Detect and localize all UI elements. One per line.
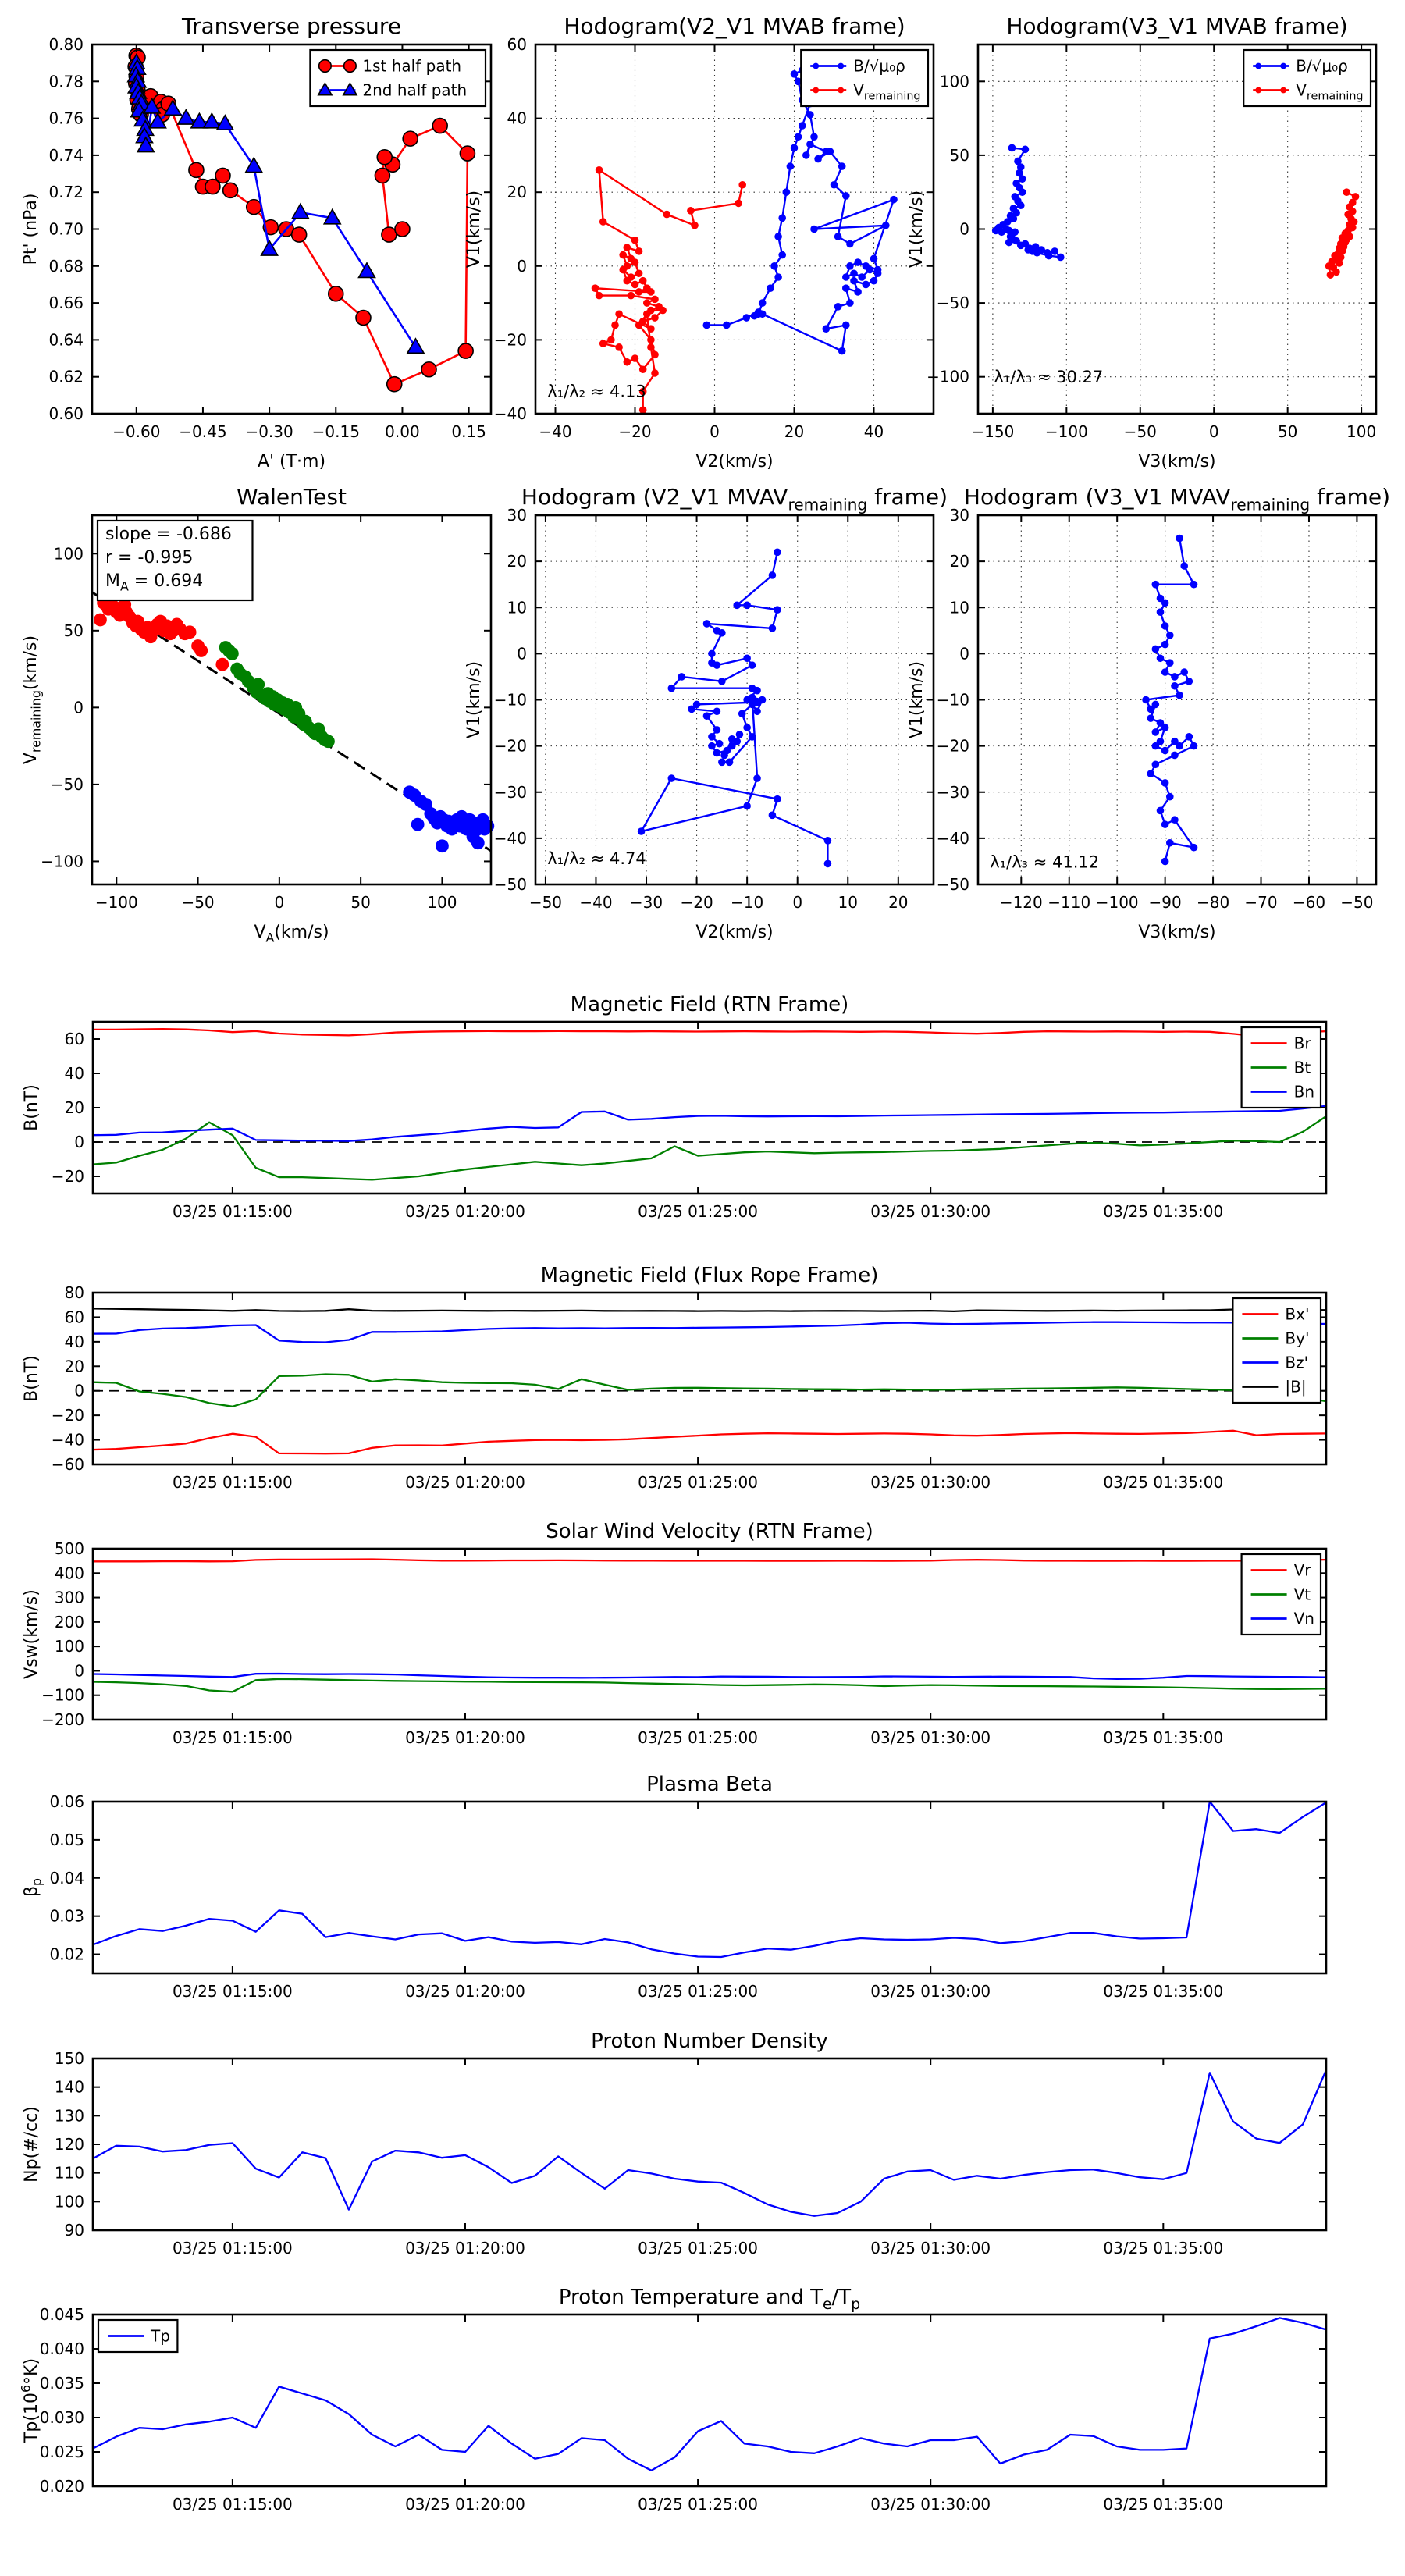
x-tick-label: −100 xyxy=(1044,422,1088,441)
x-tick-label: 03/25 01:15:00 xyxy=(172,1728,293,1747)
x-tick-label: 03/25 01:35:00 xyxy=(1103,2239,1224,2258)
y-axis-label: $V_{remaining}(km/s)$ xyxy=(21,635,44,765)
magnetic-field-flux-rope xyxy=(22,1264,1326,1492)
transverse-pressure-plot xyxy=(21,13,491,471)
lambda-annotation: λ₁/λ₂ ≈ 4.74 xyxy=(547,849,646,868)
x-tick-label: 03/25 01:20:00 xyxy=(405,2495,525,2514)
x-tick-label: −0.60 xyxy=(112,422,161,441)
x-tick-label: 03/25 01:15:00 xyxy=(172,2239,293,2258)
chart-title: Hodogram (V2_V1 $MVAV_{remaining}$ frame) xyxy=(521,484,948,514)
y-tick-label: 0.64 xyxy=(48,330,84,350)
y-tick-label: −40 xyxy=(493,404,527,423)
y-tick-label: 140 xyxy=(54,2077,84,2097)
legend-label: Vr xyxy=(1293,1560,1311,1580)
y-tick-label: 0.62 xyxy=(48,367,84,386)
y-axis-label: V1(km/s) xyxy=(907,660,927,739)
y-tick-label: 0.60 xyxy=(48,404,84,423)
y-tick-label: 20 xyxy=(507,183,527,202)
series-V-remaining xyxy=(596,170,743,411)
proton-number-density xyxy=(22,2030,1326,2258)
legend-label: Bx' xyxy=(1285,1304,1310,1324)
series-Tp xyxy=(93,2318,1326,2470)
x-axis-label: V3(km/s) xyxy=(1138,923,1216,942)
y-tick-label: −100 xyxy=(41,852,84,871)
info-box-line: slope = -0.686 xyxy=(105,525,232,544)
y-tick-label: 100 xyxy=(54,1637,84,1656)
x-tick-label: −70 xyxy=(1244,893,1278,912)
axes-frame xyxy=(93,2058,1326,2230)
y-tick-label: −50 xyxy=(936,294,969,313)
x-tick-label: 03/25 01:35:00 xyxy=(1103,1982,1224,2001)
y-tick-label: 0 xyxy=(74,1133,84,1151)
y-tick-label: 50 xyxy=(63,621,84,640)
y-tick-label: −30 xyxy=(493,782,527,802)
x-tick-label: 03/25 01:35:00 xyxy=(1103,1202,1224,1221)
y-tick-label: 300 xyxy=(54,1588,84,1607)
legend-label: $V_{remaining}$ xyxy=(853,80,921,103)
y-tick-label: 60 xyxy=(64,1308,84,1327)
y-tick-label: 30 xyxy=(949,506,969,525)
y-tick-label: 60 xyxy=(507,35,527,54)
legend-label: 2nd half path xyxy=(362,80,468,100)
y-tick-label: −100 xyxy=(927,367,969,386)
chart-title: Proton Temperature and $T_e/T_p$ xyxy=(558,2286,861,2313)
x-tick-label: 03/25 01:15:00 xyxy=(172,1202,293,1221)
y-axis-label: Pt' (nPa) xyxy=(21,193,41,265)
y-tick-label: 0.05 xyxy=(49,1830,84,1849)
x-tick-label: 03/25 01:15:00 xyxy=(172,1473,293,1492)
x-tick-label: 03/25 01:30:00 xyxy=(870,1982,991,2001)
proton-temperature xyxy=(19,2286,1326,2514)
legend xyxy=(1243,50,1371,106)
y-tick-label: −50 xyxy=(493,875,527,894)
y-tick-label: 0.04 xyxy=(49,1868,84,1888)
x-tick-label: 50 xyxy=(350,893,371,912)
x-tick-label: 03/25 01:30:00 xyxy=(870,2239,991,2258)
x-tick-label: 03/25 01:35:00 xyxy=(1103,2495,1224,2514)
y-tick-label: 0 xyxy=(517,256,527,276)
plasma-beta xyxy=(22,1773,1326,2001)
series-B-over-sqrt-mu0rho xyxy=(706,70,894,351)
y-tick-label: 130 xyxy=(54,2106,84,2126)
y-tick-label: −50 xyxy=(50,774,84,794)
y-tick-label: 0 xyxy=(959,644,969,664)
series-Br xyxy=(93,1029,1326,1036)
x-tick-label: −50 xyxy=(528,893,563,912)
x-tick-label: 0.15 xyxy=(451,422,486,441)
x-tick-label: 03/25 01:25:00 xyxy=(638,1473,759,1492)
x-tick-label: 03/25 01:25:00 xyxy=(638,2495,759,2514)
x-tick-label: 03/25 01:30:00 xyxy=(870,1473,991,1492)
x-axis-label: V3(km/s) xyxy=(1138,452,1216,471)
legend-label: B/√μ₀ρ xyxy=(853,56,905,76)
legend xyxy=(1242,1027,1321,1108)
legend-label: Bt xyxy=(1293,1058,1311,1077)
x-tick-label: −100 xyxy=(94,893,138,912)
legend xyxy=(801,50,928,106)
series-Np xyxy=(93,2070,1326,2216)
chart-title: WalenTest xyxy=(237,484,347,510)
y-tick-label: 0.020 xyxy=(39,2477,84,2496)
hodogram-v2v1-mvav xyxy=(464,484,948,942)
y-axis-label: $Tp(10^6^\circ K)$ xyxy=(18,2357,41,2443)
chart-title: Hodogram(V3_V1 MVAB frame) xyxy=(1006,13,1348,39)
x-tick-label: 0.00 xyxy=(385,422,420,441)
legend-label: $V_{remaining}$ xyxy=(1296,80,1364,103)
x-tick-label: 100 xyxy=(1346,422,1377,441)
x-tick-label: 20 xyxy=(888,893,909,912)
solar-wind-velocity-rtn xyxy=(22,1520,1326,1747)
chart-title: Magnetic Field (RTN Frame) xyxy=(570,993,849,1016)
x-tick-label: −30 xyxy=(629,893,663,912)
walen-test-plot xyxy=(21,484,494,945)
chart-title: Solar Wind Velocity (RTN Frame) xyxy=(546,1520,873,1543)
y-tick-label: 20 xyxy=(507,552,527,571)
y-tick-label: −20 xyxy=(493,736,527,756)
x-tick-label: 03/25 01:15:00 xyxy=(172,1982,293,2001)
series-Bn xyxy=(93,1106,1326,1141)
x-tick-label: −20 xyxy=(680,893,713,912)
legend-label: Bz' xyxy=(1285,1353,1309,1372)
y-tick-label: −50 xyxy=(936,875,969,894)
hodogram-v3v1-mvab xyxy=(907,13,1376,471)
legend xyxy=(310,50,486,106)
axes-frame xyxy=(93,1549,1326,1720)
x-tick-label: −0.45 xyxy=(179,422,227,441)
chart-title: Hodogram(V2_V1 MVAB frame) xyxy=(564,13,905,39)
y-tick-label: −20 xyxy=(936,736,969,756)
y-tick-label: 0 xyxy=(74,1381,84,1400)
hodogram-v3v1-mvav xyxy=(907,484,1390,942)
x-tick-label: 03/25 01:20:00 xyxy=(405,1202,525,1221)
y-tick-label: 0 xyxy=(517,644,527,664)
lambda-annotation: λ₁/λ₃ ≈ 30.27 xyxy=(994,367,1104,386)
chart-title: Transverse pressure xyxy=(182,13,401,39)
y-tick-label: 0.02 xyxy=(49,1944,84,1964)
series-Bt xyxy=(93,1116,1326,1179)
y-tick-label: 0.66 xyxy=(48,294,84,313)
y-tick-label: 0.035 xyxy=(39,2374,84,2393)
y-tick-label: −200 xyxy=(41,1710,84,1729)
info-box-line: $M_A = 0.694$ xyxy=(105,571,204,594)
x-tick-label: 0 xyxy=(710,422,720,441)
y-axis-label: B(nT) xyxy=(22,1355,41,1402)
x-axis-label: A' (T·m) xyxy=(257,452,326,471)
legend-label: Vn xyxy=(1293,1609,1314,1628)
axes-frame xyxy=(93,1022,1326,1194)
y-tick-label: −40 xyxy=(493,828,527,848)
y-tick-label: 100 xyxy=(53,544,84,564)
y-tick-label: 20 xyxy=(64,1357,84,1376)
legend xyxy=(98,2320,177,2352)
y-tick-label: 0 xyxy=(959,219,969,239)
y-axis-label: Vsw(km/s) xyxy=(22,1589,41,1679)
x-tick-label: 03/25 01:30:00 xyxy=(870,1728,991,1747)
y-axis-label: Np(#/cc) xyxy=(22,2106,41,2183)
y-tick-label: −60 xyxy=(51,1455,84,1474)
legend-label: Vt xyxy=(1293,1585,1311,1604)
y-tick-label: 0.76 xyxy=(48,109,84,128)
axes-frame xyxy=(93,1802,1326,1973)
y-tick-label: 0.70 xyxy=(48,219,84,239)
x-tick-label: −150 xyxy=(971,422,1015,441)
x-tick-label: 0 xyxy=(1208,422,1219,441)
hodogram-v2v1-mvab xyxy=(464,13,934,471)
x-tick-label: 03/25 01:35:00 xyxy=(1103,1473,1224,1492)
legend-label: Br xyxy=(1293,1034,1311,1053)
x-tick-label: −40 xyxy=(579,893,613,912)
series-Bz-prime xyxy=(93,1322,1326,1343)
y-tick-label: 150 xyxy=(54,2049,84,2068)
legend-label: Bn xyxy=(1293,1082,1315,1101)
y-tick-label: 90 xyxy=(64,2221,84,2240)
y-tick-label: 60 xyxy=(64,1030,84,1048)
y-tick-label: −40 xyxy=(936,828,969,848)
chart-title: Magnetic Field (Flux Rope Frame) xyxy=(540,1264,879,1287)
chart-title: Plasma Beta xyxy=(646,1773,773,1796)
y-tick-label: −20 xyxy=(51,1167,84,1186)
lambda-annotation: λ₁/λ₂ ≈ 4.13 xyxy=(547,382,646,401)
y-tick-label: 0.06 xyxy=(49,1792,84,1811)
x-tick-label: 20 xyxy=(784,422,805,441)
x-tick-label: 03/25 01:20:00 xyxy=(405,2239,525,2258)
y-axis-label: B(nT) xyxy=(22,1084,41,1131)
legend-label: Tp xyxy=(151,2326,170,2346)
y-tick-label: 120 xyxy=(54,2135,84,2154)
y-tick-label: 0.74 xyxy=(48,145,84,165)
x-tick-label: 03/25 01:25:00 xyxy=(638,1202,759,1221)
x-tick-label: 03/25 01:25:00 xyxy=(638,2239,759,2258)
x-tick-label: −0.30 xyxy=(245,422,293,441)
legend-label: 1st half path xyxy=(362,56,462,76)
x-axis-label: V2(km/s) xyxy=(695,923,774,942)
series-B-over-sqrt-mu0rho xyxy=(996,148,1061,257)
y-tick-label: 0.78 xyxy=(48,72,84,91)
x-tick-label: −60 xyxy=(1292,893,1326,912)
x-tick-label: −0.15 xyxy=(311,422,360,441)
x-tick-label: −40 xyxy=(539,422,572,441)
x-tick-label: −50 xyxy=(1123,422,1157,441)
y-tick-label: 0.030 xyxy=(39,2408,84,2427)
y-tick-label: 200 xyxy=(54,1612,84,1631)
x-tick-label: 0 xyxy=(274,893,285,912)
x-tick-label: 40 xyxy=(863,422,884,441)
y-tick-label: 40 xyxy=(507,109,527,128)
axes-frame xyxy=(93,2314,1326,2486)
series-Vt xyxy=(93,1679,1326,1692)
series-velocity-hodogram xyxy=(642,552,828,863)
legend xyxy=(1232,1298,1321,1403)
y-tick-label: 0.045 xyxy=(39,2305,84,2324)
y-tick-label: 0.040 xyxy=(39,2339,84,2358)
chart-title: Proton Number Density xyxy=(591,2030,828,2053)
chart-title: Hodogram (V3_V1 $MVAV_{remaining}$ frame) xyxy=(963,484,1391,514)
y-tick-label: 0 xyxy=(73,698,84,717)
y-tick-label: −40 xyxy=(51,1430,84,1450)
y-tick-label: 0.80 xyxy=(48,35,84,54)
x-tick-label: 100 xyxy=(427,893,457,912)
x-tick-label: −20 xyxy=(618,422,652,441)
x-tick-label: 03/25 01:30:00 xyxy=(870,1202,991,1221)
y-tick-label: −10 xyxy=(493,690,527,710)
y-tick-label: 20 xyxy=(949,552,969,571)
x-tick-label: 03/25 01:30:00 xyxy=(870,2495,991,2514)
x-tick-label: 50 xyxy=(1277,422,1298,441)
y-tick-label: 500 xyxy=(54,1539,84,1558)
x-tick-label: 03/25 01:20:00 xyxy=(405,1473,525,1492)
y-tick-label: −10 xyxy=(936,690,969,710)
y-axis-label: V1(km/s) xyxy=(464,190,484,269)
x-axis-label: $V_A(km/s)$ xyxy=(254,923,329,945)
x-tick-label: 03/25 01:25:00 xyxy=(638,1728,759,1747)
x-tick-label: −90 xyxy=(1148,893,1182,912)
y-tick-label: 10 xyxy=(507,598,527,617)
x-tick-label: 0 xyxy=(792,893,803,912)
y-tick-label: 10 xyxy=(949,598,969,617)
y-axis-label: V1(km/s) xyxy=(907,190,927,269)
x-tick-label: 03/25 01:15:00 xyxy=(172,2495,293,2514)
legend-label: |B| xyxy=(1285,1377,1307,1397)
magnetic-field-rtn xyxy=(22,993,1326,1221)
y-tick-label: −30 xyxy=(936,782,969,802)
x-tick-label: −80 xyxy=(1196,893,1230,912)
y-tick-label: −100 xyxy=(41,1685,84,1705)
x-axis-label: V2(km/s) xyxy=(695,452,774,471)
y-tick-label: 0 xyxy=(74,1661,84,1681)
series-beta-p xyxy=(93,1802,1326,1957)
x-tick-label: 03/25 01:25:00 xyxy=(638,1982,759,2001)
series-B-magnitude xyxy=(93,1308,1326,1311)
legend xyxy=(1242,1554,1321,1635)
y-tick-label: 40 xyxy=(64,1064,84,1083)
legend-label: By' xyxy=(1285,1329,1310,1348)
y-tick-label: 50 xyxy=(949,145,969,165)
series-Bx-prime xyxy=(93,1431,1326,1453)
info-box-line: r = -0.995 xyxy=(105,548,194,568)
x-tick-label: 03/25 01:20:00 xyxy=(405,1982,525,2001)
y-tick-label: 20 xyxy=(64,1098,84,1117)
x-tick-label: −120 xyxy=(999,893,1043,912)
y-tick-label: 0.68 xyxy=(48,256,84,276)
legend-label: B/√μ₀ρ xyxy=(1296,56,1348,76)
y-tick-label: 0.03 xyxy=(49,1906,84,1926)
y-tick-label: 40 xyxy=(64,1332,84,1351)
x-tick-label: 03/25 01:35:00 xyxy=(1103,1728,1224,1747)
x-tick-label: −110 xyxy=(1048,893,1091,912)
y-tick-label: 100 xyxy=(939,72,969,91)
y-tick-label: 110 xyxy=(54,2163,84,2183)
lambda-annotation: λ₁/λ₃ ≈ 41.12 xyxy=(990,852,1100,872)
y-tick-label: 400 xyxy=(54,1564,84,1583)
y-tick-label: 80 xyxy=(64,1283,84,1302)
series-Vr xyxy=(93,1560,1326,1562)
x-tick-label: −50 xyxy=(1340,893,1374,912)
y-axis-label: V1(km/s) xyxy=(464,660,484,739)
y-axis-label: $\beta_p$ xyxy=(22,1877,44,1898)
x-tick-label: 10 xyxy=(838,893,858,912)
y-tick-label: 0.025 xyxy=(39,2443,84,2461)
x-tick-label: 03/25 01:20:00 xyxy=(405,1728,525,1747)
y-tick-label: 30 xyxy=(507,506,527,525)
x-tick-label: −50 xyxy=(181,893,215,912)
y-tick-label: 0.72 xyxy=(48,183,84,202)
x-tick-label: −100 xyxy=(1095,893,1139,912)
y-tick-label: −20 xyxy=(493,330,527,350)
x-tick-label: −10 xyxy=(731,893,764,912)
y-tick-label: 100 xyxy=(54,2192,84,2211)
y-tick-label: −20 xyxy=(51,1406,84,1425)
